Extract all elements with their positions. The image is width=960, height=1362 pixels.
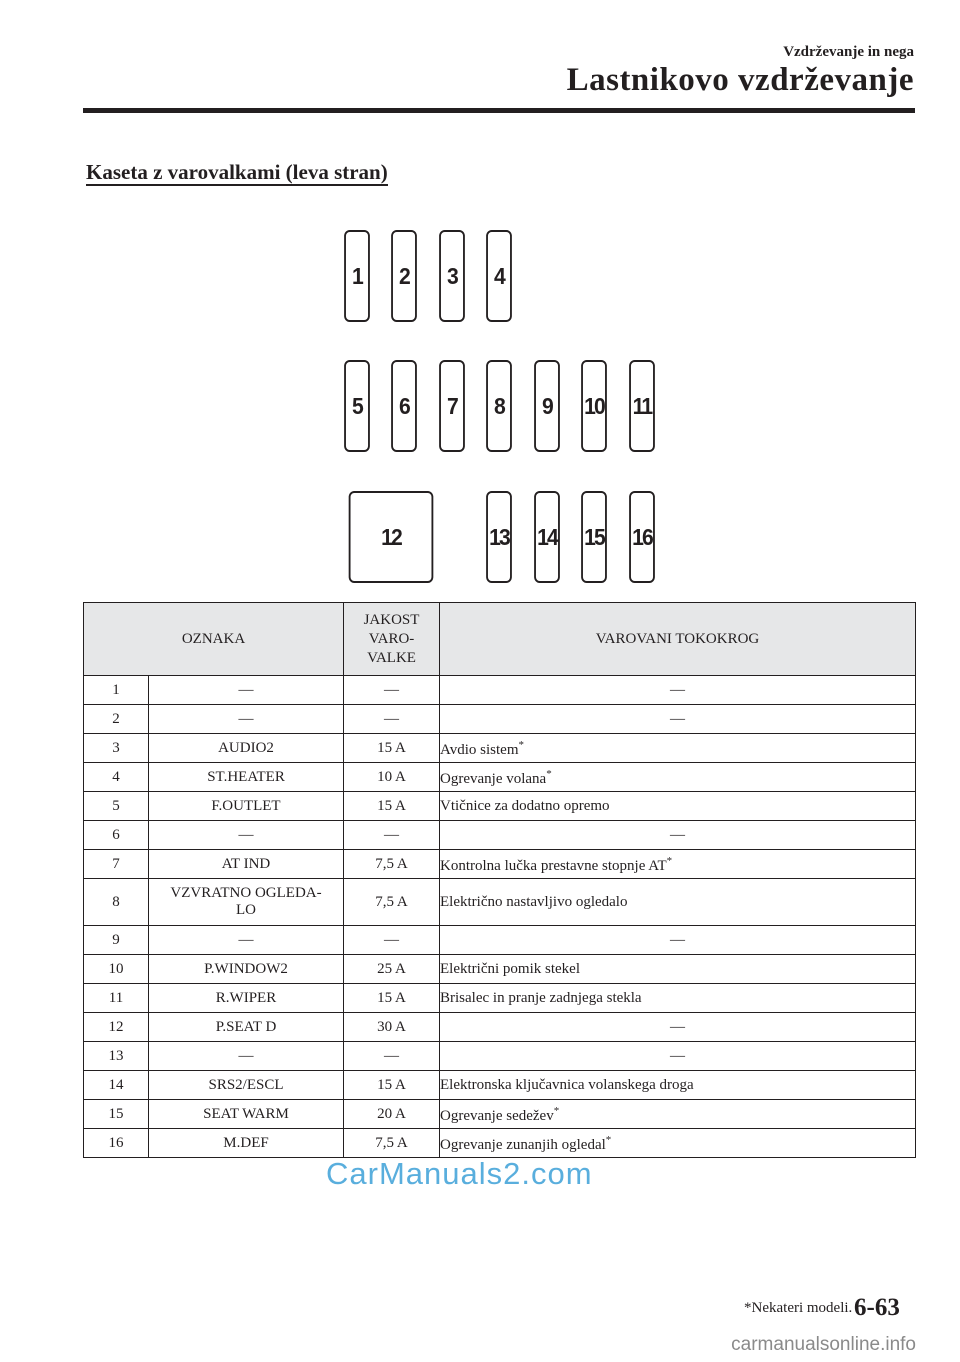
fuse-circuit: Ogrevanje sedežev [440,1108,554,1124]
fuse-number: 16 [84,1129,149,1158]
fuse-number: 9 [84,926,149,955]
fuse-11: 11 [629,360,655,452]
fuse-label: ST.HEATER [149,763,344,792]
footnote-asterisk: * [553,1105,560,1117]
table-row [84,984,916,1013]
fuse-number: 14 [84,1071,149,1100]
fuse-number: 1 [84,676,149,705]
table-row [84,705,916,734]
fuse-13: 13 [486,491,512,583]
fuse-9: 9 [534,360,560,452]
header-section: Vzdrževanje in nega [783,44,914,60]
fuse-amperage: 7,5 A [344,879,440,926]
fuse-12: 12 [349,491,434,583]
table-row [84,955,916,984]
header-tokokrog: VAROVANI TOKOKROG [440,603,916,676]
table-row [84,1071,916,1100]
fuse-number: 13 [84,1042,149,1071]
footnote-asterisk: * [546,768,552,780]
fuse-amperage: ― [344,926,440,955]
fuse-circuit: Kontrolna lučka prestavne stopnje AT [440,858,667,874]
fuse-circuit: ― [440,821,916,850]
fuse-circuit: Avdio sistem [440,742,519,758]
fuse-amperage: 20 A [344,1100,440,1129]
fuse-number: 3 [84,734,149,763]
header-jakost-line1: JAKOST [363,611,420,628]
header-oznaka: OZNAKA [84,603,344,676]
fuse-label: P.WINDOW2 [149,955,344,984]
footnote-asterisk: * [666,855,673,867]
fuse-6: 6 [391,360,417,452]
footnote-asterisk: * [605,1134,612,1146]
fuse-label: ― [149,1042,344,1071]
fuse-amperage: ― [344,821,440,850]
fuse-circuit: ― [440,1013,916,1042]
fuse-amperage: ― [344,1042,440,1071]
fuse-number: 15 [84,1100,149,1129]
fuse-circuit-cell [440,734,916,763]
fuse-circuit: Ogrevanje volana [440,771,547,787]
fuse-label: VZVRATNO OGLEDA- [170,885,322,901]
fuse-label: SEAT WARM [149,1100,344,1129]
fuse-circuit-cell [440,850,916,879]
fuse-circuit: ― [440,705,916,734]
table-row [84,850,916,879]
fuse-3: 3 [439,230,465,322]
site-logo[interactable]: carmanualsonline.info [731,1334,916,1355]
fuse-circuit: ― [440,926,916,955]
fuse-circuit: Brisalec in pranje zadnjega stekla [440,984,916,1013]
table-row [84,879,916,926]
fuse-amperage: 7,5 A [344,1129,440,1158]
fuse-label: R.WIPER [149,984,344,1013]
footnote: *Nekateri modeli. [744,1300,853,1316]
fuse-number: 4 [84,763,149,792]
fuse-label: F.OUTLET [149,792,344,821]
fuse-amperage: 15 A [344,1071,440,1100]
fuse-4: 4 [486,230,512,322]
fuse-2: 2 [391,230,417,322]
fuse-number: 10 [84,955,149,984]
fuse-circuit: Elektronska ključavnica volanskega droga [440,1071,916,1100]
table-row [84,1100,916,1129]
fuse-number: 12 [84,1013,149,1042]
fuse-label: AT IND [149,850,344,879]
fuse-number: 11 [84,984,149,1013]
fuse-table [83,602,916,1158]
fuse-10: 10 [581,360,607,452]
fuse-amperage: 15 A [344,734,440,763]
table-row [84,1013,916,1042]
watermark[interactable]: CarManuals2.com [326,1156,593,1191]
header-jakost-line3: VALKE [367,649,416,666]
fuse-label-cell [149,879,344,926]
table-row [84,1129,916,1158]
fuse-amperage: 10 A [344,763,440,792]
table-row [84,926,916,955]
fuse-amperage: 15 A [344,984,440,1013]
fuse-label: AUDIO2 [149,734,344,763]
fuse-circuit: Vtičnice za dodatno opremo [440,792,916,821]
table-row [84,821,916,850]
fuse-label: M.DEF [149,1129,344,1158]
fuse-number: 6 [84,821,149,850]
fuse-label: ― [149,821,344,850]
fuse-label: ― [149,926,344,955]
fuse-7: 7 [439,360,465,452]
fuse-label: ― [149,705,344,734]
fuse-number: 5 [84,792,149,821]
table-row [84,792,916,821]
fuse-amperage: ― [344,705,440,734]
fuse-14: 14 [534,491,560,583]
footnote-asterisk: * [518,739,524,751]
fuse-number: 7 [84,850,149,879]
fuse-circuit: ― [440,1042,916,1071]
page-number: 6-63 [854,1294,900,1321]
fuse-circuit-cell [440,1100,916,1129]
fuse-15: 15 [581,491,607,583]
fuse-circuit-cell [440,1129,916,1158]
fuse-amperage: 25 A [344,955,440,984]
fuse-16: 16 [629,491,655,583]
fuse-label-continued: LO [236,902,256,918]
fuse-5: 5 [344,360,370,452]
fuse-amperage: ― [344,676,440,705]
fuse-label: SRS2/ESCL [149,1071,344,1100]
fuse-amperage: 7,5 A [344,850,440,879]
fuse-circuit: Ogrevanje zunanjih ogledal [440,1137,606,1153]
header-jakost-line2: VARO- [368,630,415,647]
fuse-circuit: Električni pomik stekel [440,955,916,984]
fuse-label: ― [149,676,344,705]
fuse-number: 2 [84,705,149,734]
fuse-circuit: ― [440,676,916,705]
fuse-1: 1 [344,230,370,322]
table-row [84,1042,916,1071]
fuse-8: 8 [486,360,512,452]
section-title: Kaseta z varovalkami (leva stran) [86,160,388,184]
table-row [84,763,916,792]
fuse-circuit-cell [440,763,916,792]
table-row [84,676,916,705]
fuse-amperage: 15 A [344,792,440,821]
fuse-box-diagram [0,0,960,600]
fuse-label: P.SEAT D [149,1013,344,1042]
fuse-amperage: 30 A [344,1013,440,1042]
table-row [84,734,916,763]
header-chapter-title: Lastnikovo vzdrževanje [566,62,914,98]
fuse-number: 8 [84,879,149,926]
header-jakost [344,603,440,676]
table-header-row [84,603,916,676]
fuse-circuit: Električno nastavljivo ogledalo [440,879,916,926]
